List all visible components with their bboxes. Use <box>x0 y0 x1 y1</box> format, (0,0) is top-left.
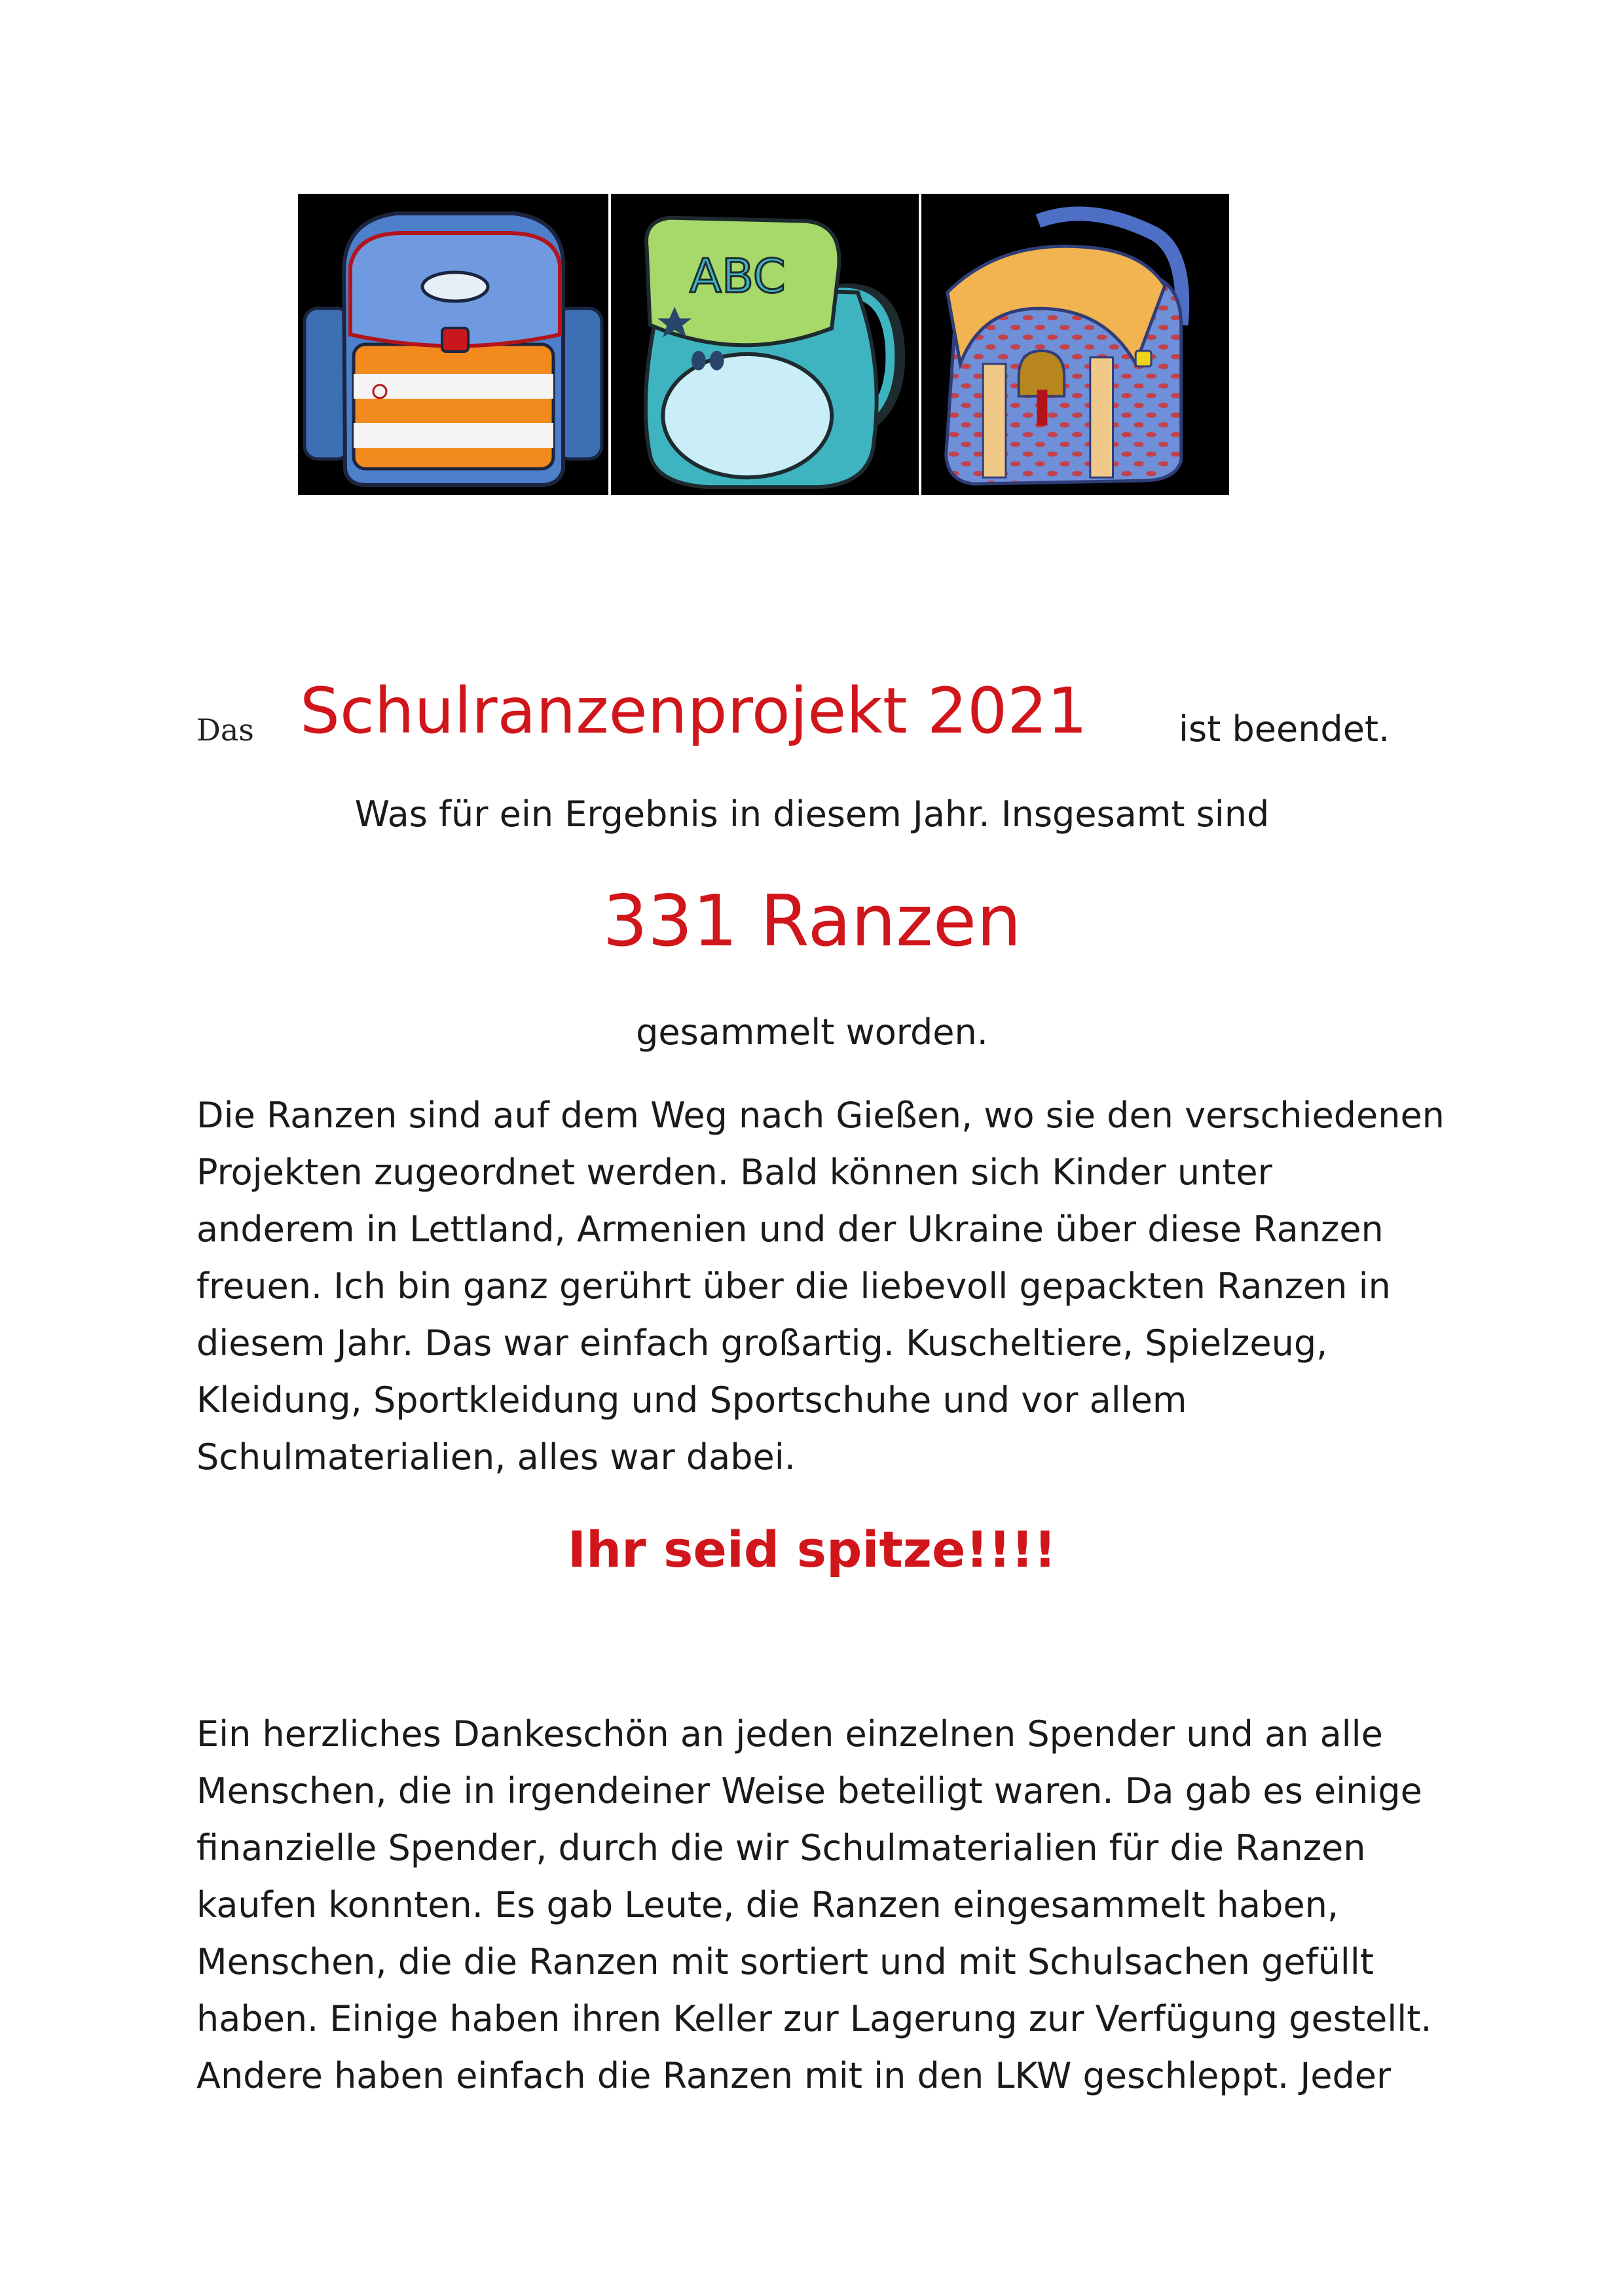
text-line: anderem in Lettland, Armenien und der Ukraine über diese Ranzen <box>196 1209 1384 1250</box>
paragraph-journey <box>196 1087 1480 1485</box>
text-line: haben. Einige haben ihren Keller zur Lagerung zur Verfügung gestellt. <box>196 1998 1432 2039</box>
text-line: diesem Jahr. Das war einfach großartig. Kuscheltiere, Spielzeug, <box>196 1322 1328 1364</box>
text-line: Kleidung, Sportkleidung und Sportschuhe und vor allem <box>196 1379 1187 1421</box>
text-line: Menschen, die die Ranzen mit sortiert und mit Schulsachen gefüllt <box>196 1941 1374 1982</box>
text-line: Ein herzliches Dankeschön an jeden einzelnen Spender und an alle <box>196 1713 1383 1755</box>
abc-label: ABC <box>690 249 786 304</box>
paragraph-thanks <box>196 1705 1480 2104</box>
text-line: freuen. Ich bin ganz gerührt über die liebevoll gepackten Ranzen in <box>196 1266 1391 1307</box>
text-line: finanzielle Spender, durch die wir Schulmaterialien für die Ranzen <box>196 1827 1366 1868</box>
headline-prefix: Das <box>196 712 254 748</box>
headline <box>196 674 1441 773</box>
project-title: Schulranzenprojekt 2021 <box>300 674 1088 748</box>
intro-line: Was für ein Ergebnis in diesem Jahr. Insgesamt sind <box>354 793 1270 835</box>
collected-line: gesammelt worden. <box>636 1011 988 1053</box>
headline-suffix: ist beendet. <box>1179 708 1390 750</box>
abc-backpack-image <box>608 194 919 495</box>
text-line: Schulmaterialien, alles war dabei. <box>196 1436 796 1478</box>
schoolbag-image-strip <box>298 194 1229 495</box>
blue-orange-schoolbag-image <box>298 194 608 495</box>
text-line: Andere haben einfach die Ranzen mit in den LKW geschleppt. Jeder <box>196 2055 1392 2096</box>
bag-count: 331 Ranzen <box>602 881 1022 962</box>
cheer-heading: Ihr seid spitze!!!! <box>567 1520 1057 1578</box>
text-line: kaufen konnten. Es gab Leute, die Ranzen eingesammelt haben, <box>196 1884 1339 1925</box>
abc-backpack-illustration <box>611 194 919 495</box>
text-line: Die Ranzen sind auf dem Weg nach Gießen, wo sie den verschiedenen <box>196 1095 1445 1136</box>
text-line: Projekten zugeordnet werden. Bald können sich Kinder unter <box>196 1152 1272 1193</box>
patterned-schoolbag-illustration <box>921 194 1229 495</box>
blue-orange-schoolbag-illustration <box>298 194 608 495</box>
patterned-schoolbag-image <box>919 194 1229 495</box>
text-line: Menschen, die in irgendeiner Weise beteiligt waren. Da gab es einige <box>196 1770 1422 1812</box>
